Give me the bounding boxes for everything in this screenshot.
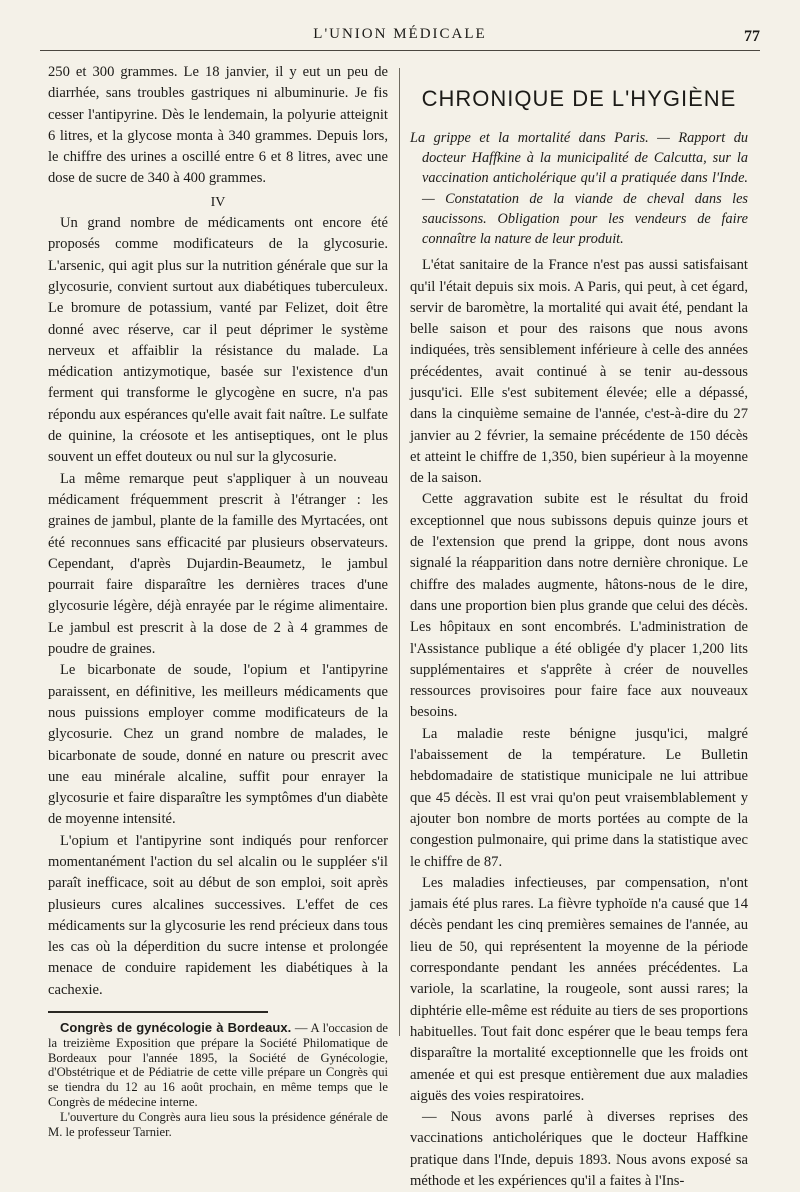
running-title: L'UNION MÉDICALE — [313, 26, 487, 42]
left-column — [48, 62, 388, 1139]
right-paragraph-4: Les maladies infectieuses, par compensation, n'ont jamais été plus rares. La fièvre typhoïde n'a causé que 14 décès pendant les cinq premières semaines de l'année, au lieu de 50, qui représentent la moyenne de la période correspondante pendant les années précédentes. La variole, la scarlatine, la rougeole, sont aussi rares; la diphtérie elle-même est réduite au tiers de ses proportions habituelles. Tout fait donc espérer que le beau temps fera disparaître la mortalité exceptionnelle que les froids ont amenée et qui est presque entièrement due aux maladies aiguës des voies respiratoires. — [410, 874, 748, 1104]
left-paragraph-3: La même remarque peut s'appliquer à un nouveau médicament fréquemment prescrit à l'étranger : les graines de jambul, plante de la famille des Myrtacées, ont été reconnues sans efficacité par plusieurs observateurs. Cependant, d'après Dujardin-Beaumetz, le jambul pourrait faire disparaître les dernières traces d'une glycosurie légère, déjà enrayée par le régime alimentaire. Le jambul est prescrit à la dose de 2 à 4 grammes de poudre de graines. — [48, 470, 388, 658]
left-paragraph-2: Un grand nombre de médicaments ont encore été proposés comme modificateurs de la glycosurie. L'arsenic, qui agit plus sur la nutrition générale que sur la glycosurie, convient surtout aux diabétiques tuberculeux. Le bromure de potassium, vanté par Felizet, doit être donné avec réserve, car il peut déprimer le système nerveux et affaiblir la résistance du malade. La médication antizymotique, basée sur l'existence d'un ferment qui transforme le glycogène en sucre, n'a pas répondu aux espérances qu'elle avait fait naître. Le sulfate de quinine, la créosote et les antiseptiques, ont le plus souvent un effet douteux ou nul sur la glycosurie. — [48, 215, 388, 466]
right-paragraph-5: — Nous avons parlé à diverses reprises des vaccinations anticholériques que le docteur Haffkine pratique dans l'Inde, depuis 1893. Nous avons exposé sa méthode et les expériences qu'il a faites à l'Ins- — [410, 1109, 748, 1189]
left-paragraph-1: 250 et 300 grammes. Le 18 janvier, il y eut un peu de diarrhée, sans troubles gastriques ni albuminurie. Je fis cesser l'antipyrine. Dès le lendemain, la polyurie atteignit 6 litres, et la glycose monta à 340 grammes. Depuis lors, le chiffre des urines a oscillé entre 6 et 8 litres, avec une dose de sucre de 340 à 400 grammes. — [48, 64, 388, 187]
column-divider — [399, 68, 400, 1036]
notice-heading: Congrès de gynécologie à Bordeaux. — [60, 1020, 292, 1036]
notice-paragraph-2: L'ouverture du Congrès aura lieu sous la présidence générale de M. le professeur Tarnier. — [48, 1109, 388, 1139]
right-paragraph-3: La maladie reste bénigne jusqu'ici, malgré l'abaissement de la température. Le Bulletin hebdomadaire de statistique municipale ne lui attribue que 45 décès. Il est vrai qu'on peut vraisemblablement y ajouter bon nombre de morts portées au compte de la congestion pulmonaire, qui prime dans la statistique avec le chiffre de 87. — [410, 725, 748, 870]
left-paragraph-4: Le bicarbonate de soude, l'opium et l'antipyrine paraissent, en définitive, les meilleurs médicaments que nous puissions employer comme modificateurs de la glycosurie. Chez un grand nombre de malades, le bicarbonate de soude, donné en nature ou prescrit avec une eau minérale alcaline, suffit pour enrayer la glycosurie et faire disparaître les symptômes d'un diabète de moyenne intensité. — [48, 662, 388, 828]
left-paragraph-5: L'opium et l'antipyrine sont indiqués pour renforcer momentanément l'action du sel alcalin ou le suppléer s'il paraît inefficace, soit au début de son emploi, soit après plusieurs cures alcalines successives. L'effet de ces médicaments sur la glycosurie les rend précieux dans tous les cas où la déperdition du sucre intense et prolongée menace de conduire rapidement les diabétiques à la cachexie. — [48, 832, 388, 998]
right-paragraph-2: Cette aggravation subite est le résultat du froid exceptionnel que nous subissons depuis quinze jours et de l'extension que prend la grippe, dont nous avons signalé la réapparition dans notre dernière chronique. Le chiffre des malades augmente, hâtons-nous de le dire, dans une proportion bien plus grande que celui des décès. Les hôpitaux en sont encombrés. L'administration de l'Assistance publique a été obligée d'y placer 1,200 lits supplémentaires et s'apprête à créer de nouvelles ressources provisoires pour faire face aux nouveaux besoins. — [410, 491, 748, 721]
section-rubric: CHRONIQUE DE L'HYGIÈNE — [421, 86, 737, 111]
right-column — [410, 62, 748, 1192]
congress-notice — [48, 1021, 388, 1139]
chronicle-summary: La grippe et la mortalité dans Paris. — Rapport du docteur Haffkine à la municipalité de Calcutta, sur la vaccination anticholérique qu'il a pratiquée dans l'Inde. — Constatation de la viande de cheval dans les saucissons. Obligation pour les vendeurs de faire connaître la nature de leur produit. — [410, 130, 748, 248]
section-numeral: IV — [210, 194, 226, 210]
notice-paragraph-1 — [48, 1021, 388, 1110]
right-paragraph-1: L'état sanitaire de la France n'est pas aussi satisfaisant qu'il l'était depuis six mois. A Paris, qui peut, à cet égard, servir de baromètre, la mortalité qui avait été, pendant la belle saison et pour des raisons que nous avons indiquées, très sensiblement inférieure à celle des années précédentes, avait continué à se tenir au-dessous jusqu'ici. Elle s'est subitement élevée; elle a dépassé, dans la cinquième semaine de l'année, c'est-à-dire du 27 janvier au 2 février, la semaine précédente de 150 décès et atteint le chiffre de 1,350, bien supérieur à la moyenne de la saison. — [410, 257, 748, 487]
notice-text: — A l'occasion de la treizième Exposition que prépare la Société Philomatique de Bordeaux pour l'année 1895, la Société de Gynécologie, d'Obstétrique et de Pédiatrie de cette ville prépare un Congrès qui se tiendra du 12 au 16 août prochain, en même temps que le Congrès de médecine interne. — [48, 1021, 389, 1110]
notice-divider — [48, 1011, 268, 1013]
running-header — [40, 22, 760, 51]
page-number: 77 — [744, 28, 760, 45]
